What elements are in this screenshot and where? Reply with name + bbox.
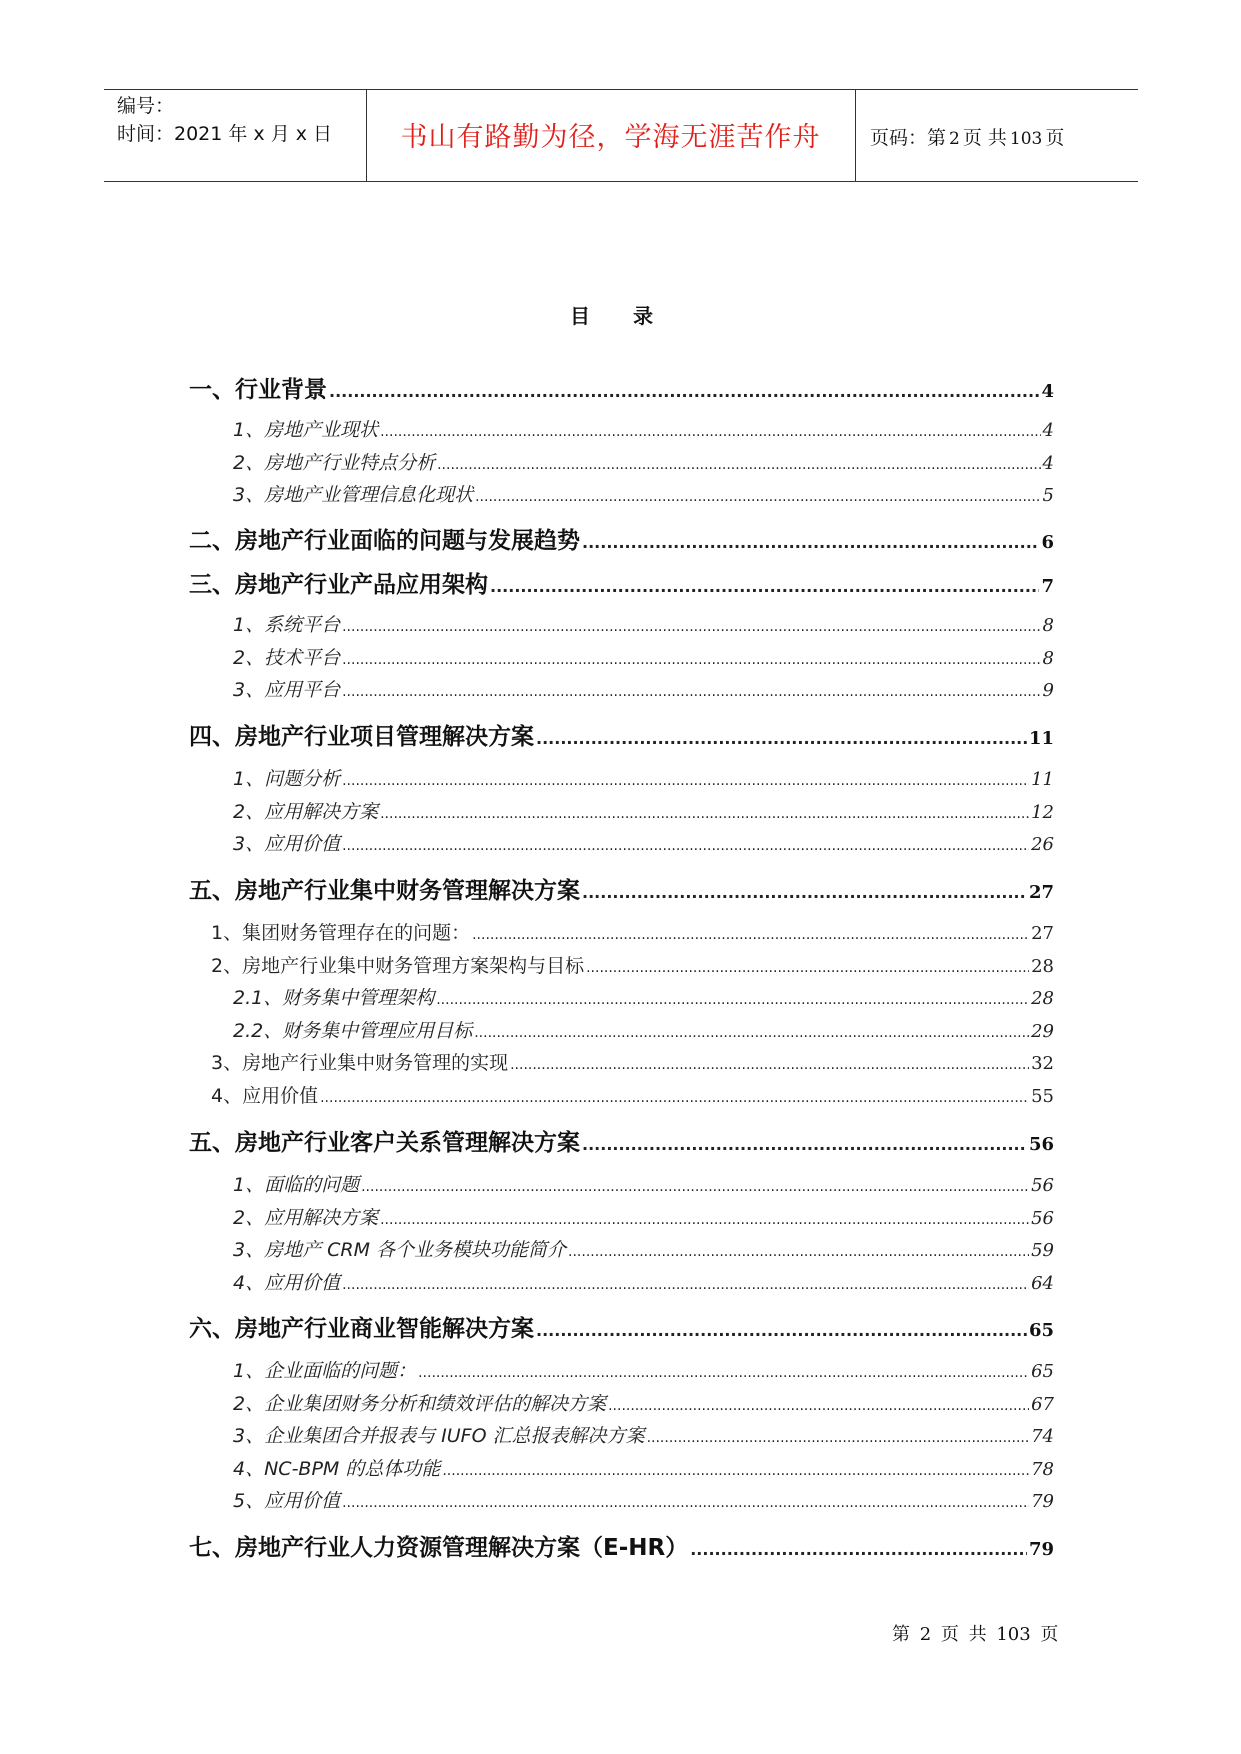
toc-entry-page: 7 — [1041, 576, 1054, 597]
header-page-current: 2 — [949, 129, 960, 149]
toc-entry-page: 67 — [1031, 1394, 1054, 1415]
header-motto: 书山有路勤为径，学海无涯苦作舟 — [400, 122, 821, 153]
toc-entry-text: 六、房地产行业商业智能解决方案 — [189, 1316, 534, 1342]
toc-leader-dots — [472, 927, 1029, 943]
toc-leader-dots — [536, 729, 1027, 748]
toc-leader-dots — [647, 1430, 1030, 1446]
toc-entry-page: 28 — [1031, 956, 1054, 977]
toc-entry-text: 4、应用价值 — [233, 1272, 341, 1294]
toc-entry-page: 32 — [1031, 1053, 1054, 1074]
toc-entry-page: 65 — [1028, 1320, 1054, 1341]
header-time-label: 时间：2021 年 x 月 x 日 — [117, 123, 333, 145]
toc-entry-text: 2、技术平台 — [233, 647, 341, 669]
toc-entry[interactable] — [233, 1421, 1054, 1448]
toc-entry-page: 9 — [1042, 680, 1054, 701]
toc-entry[interactable] — [233, 1235, 1054, 1262]
toc-entry[interactable] — [189, 718, 1054, 751]
toc-entry-page: 79 — [1031, 1491, 1054, 1512]
toc-entry[interactable] — [189, 371, 1054, 404]
toc-entry-text: 1、集团财务管理存在的问题： — [211, 922, 471, 944]
toc-entry-text: 3、房地产 CRM 各个业务模块功能简介 — [233, 1239, 567, 1261]
toc-entry[interactable] — [233, 1389, 1054, 1416]
toc-entry-text: 2、房地产行业集中财务管理方案架构与目标 — [211, 955, 585, 977]
toc-entry-text: 1、面临的问题 — [233, 1174, 360, 1196]
header-divider-right — [855, 89, 856, 181]
toc-entry-page: 4 — [1042, 420, 1054, 441]
toc-entry-text: 三、房地产行业产品应用架构 — [189, 572, 488, 598]
header-number-label: 编号： — [117, 95, 175, 117]
toc-entry[interactable] — [211, 1081, 1054, 1108]
toc-entry-page: 8 — [1042, 615, 1054, 636]
toc-leader-dots — [568, 1244, 1029, 1260]
toc-entry-text: 2、应用解决方案 — [233, 1207, 379, 1229]
toc-leader-dots — [380, 424, 1040, 440]
toc-entry-page: 28 — [1031, 988, 1054, 1009]
toc-entry-text: 1、问题分析 — [233, 768, 341, 790]
toc-entry[interactable] — [189, 566, 1054, 599]
toc-leader-dots — [342, 838, 1029, 854]
toc-leader-dots — [437, 457, 1040, 473]
toc-entry[interactable] — [233, 797, 1054, 824]
toc-entry-page: 12 — [1031, 802, 1054, 823]
header-bottom-rule — [104, 181, 1138, 182]
header-page-total: 103 — [1009, 129, 1043, 149]
toc-entry-text: 3、企业集团合并报表与 IUFO 汇总报表解决方案 — [233, 1425, 645, 1447]
toc-entry[interactable] — [233, 983, 1054, 1010]
toc-entry-page: 11 — [1028, 728, 1054, 749]
toc-leader-dots — [582, 533, 1039, 552]
toc-entry-text: 1、系统平台 — [233, 614, 341, 636]
toc-entry-text: 五、房地产行业客户关系管理解决方案 — [189, 1130, 580, 1156]
toc-entry[interactable] — [233, 480, 1054, 507]
toc-leader-dots — [474, 1025, 1029, 1041]
toc-entry-page: 64 — [1031, 1273, 1054, 1294]
toc-entry-page: 4 — [1041, 381, 1054, 402]
toc-entry-text: 七、房地产行业人力资源管理解决方案（E-HR） — [189, 1535, 689, 1561]
toc-entry[interactable] — [233, 1268, 1054, 1295]
toc-leader-dots — [510, 1057, 1029, 1073]
toc-entry-page: 8 — [1042, 648, 1054, 669]
page-footer: 第 2 页 共 103 页 — [892, 1624, 1059, 1645]
toc-entry-text: 四、房地产行业项目管理解决方案 — [189, 724, 534, 750]
toc-leader-dots — [608, 1398, 1029, 1414]
toc-entry-text: 5、应用价值 — [233, 1490, 341, 1512]
toc-leader-dots — [582, 1135, 1027, 1154]
toc-leader-dots — [490, 577, 1039, 596]
toc-entry[interactable] — [233, 1170, 1054, 1197]
toc-entry[interactable] — [189, 872, 1054, 905]
toc-entry-text: 一、行业背景 — [189, 377, 327, 403]
toc-entry-text: 1、房地产业现状 — [233, 419, 379, 441]
toc-entry-page: 29 — [1031, 1021, 1054, 1042]
header-page-middle: 页 共 — [962, 127, 1007, 149]
toc-leader-dots — [342, 1495, 1029, 1511]
toc-entry[interactable] — [233, 1356, 1054, 1383]
toc-entry-text: 4、NC-BPM 的总体功能 — [233, 1458, 441, 1480]
toc-entry-text: 2、房地产行业特点分析 — [233, 452, 436, 474]
toc-entry-page: 5 — [1042, 485, 1054, 506]
toc-entry-page: 56 — [1031, 1208, 1054, 1229]
header-page-suffix: 页 — [1045, 127, 1065, 149]
toc-entry[interactable] — [189, 1529, 1054, 1562]
toc-leader-dots — [329, 382, 1039, 401]
toc-entry[interactable] — [189, 1310, 1054, 1343]
toc-entry-text: 3、应用价值 — [233, 833, 341, 855]
toc-leader-dots — [690, 1540, 1027, 1559]
toc-leader-dots — [361, 1179, 1029, 1195]
toc-entry-page: 26 — [1031, 834, 1054, 855]
toc-leader-dots — [475, 489, 1040, 505]
toc-entry[interactable] — [233, 764, 1054, 791]
toc-entry-page: 59 — [1031, 1240, 1054, 1261]
toc-entry[interactable] — [189, 522, 1054, 555]
toc-entry[interactable] — [211, 918, 1054, 945]
toc-entry[interactable] — [211, 951, 1054, 978]
toc-leader-dots — [342, 619, 1040, 635]
header-info — [117, 92, 332, 148]
toc-entry[interactable] — [233, 1203, 1054, 1230]
toc-entry-text: 2.2、财务集中管理应用目标 — [233, 1020, 473, 1042]
toc-leader-dots — [582, 883, 1027, 902]
toc-leader-dots — [380, 806, 1029, 822]
toc-entry[interactable] — [233, 829, 1054, 856]
toc-entry-text: 1、企业面临的问题： — [233, 1360, 417, 1382]
toc-entry-text: 3、应用平台 — [233, 679, 341, 701]
toc-entry-page: 55 — [1031, 1086, 1054, 1107]
toc-entry-page: 56 — [1031, 1175, 1054, 1196]
toc-entry-text: 4、应用价值 — [211, 1085, 319, 1107]
toc-leader-dots — [342, 652, 1040, 668]
toc-leader-dots — [342, 773, 1029, 789]
toc-entry-text: 3、房地产业管理信息化现状 — [233, 484, 474, 506]
toc-entry-text: 2.1、财务集中管理架构 — [233, 987, 435, 1009]
toc-leader-dots — [442, 1463, 1029, 1479]
toc-title: 目 录 — [570, 304, 671, 328]
toc-entry[interactable] — [233, 448, 1054, 475]
toc-entry-text: 3、房地产行业集中财务管理的实现 — [211, 1052, 509, 1074]
toc-entry-text: 2、企业集团财务分析和绩效评估的解决方案 — [233, 1393, 607, 1415]
toc-entry[interactable] — [189, 1124, 1054, 1157]
toc-entry-page: 6 — [1041, 532, 1054, 553]
toc-entry-page: 4 — [1042, 453, 1054, 474]
toc-leader-dots — [418, 1365, 1029, 1381]
toc-entry[interactable] — [233, 610, 1054, 637]
toc-entry[interactable] — [233, 1016, 1054, 1043]
toc-entry-page: 56 — [1028, 1134, 1054, 1155]
toc-entry-page: 11 — [1031, 769, 1054, 790]
toc-entry-page: 27 — [1028, 882, 1054, 903]
toc-entry-page: 65 — [1031, 1361, 1054, 1382]
toc-entry[interactable] — [233, 675, 1054, 702]
toc-entry[interactable] — [233, 643, 1054, 670]
toc-entry[interactable] — [233, 1486, 1054, 1513]
toc-entry-text: 2、应用解决方案 — [233, 801, 379, 823]
toc-entry[interactable] — [233, 1454, 1054, 1481]
header-top-rule — [104, 89, 1138, 90]
toc-leader-dots — [586, 960, 1029, 976]
toc-entry-page: 74 — [1031, 1426, 1054, 1447]
toc-leader-dots — [342, 684, 1040, 700]
toc-leader-dots — [436, 992, 1029, 1008]
toc-entry-page: 78 — [1031, 1459, 1054, 1480]
toc-leader-dots — [380, 1212, 1029, 1228]
toc-entry-text: 二、房地产行业面临的问题与发展趋势 — [189, 528, 580, 554]
toc-entry[interactable] — [233, 415, 1054, 442]
toc-entry[interactable] — [211, 1048, 1054, 1075]
toc-leader-dots — [320, 1090, 1029, 1106]
toc-entry-page: 27 — [1031, 923, 1054, 944]
toc-entry-page: 79 — [1028, 1539, 1054, 1560]
header-page-prefix: 页码：第 — [870, 127, 947, 149]
toc-leader-dots — [342, 1277, 1029, 1293]
header-page-info — [870, 123, 1064, 150]
toc-entry-text: 五、房地产行业集中财务管理解决方案 — [189, 878, 580, 904]
toc-leader-dots — [536, 1321, 1027, 1340]
